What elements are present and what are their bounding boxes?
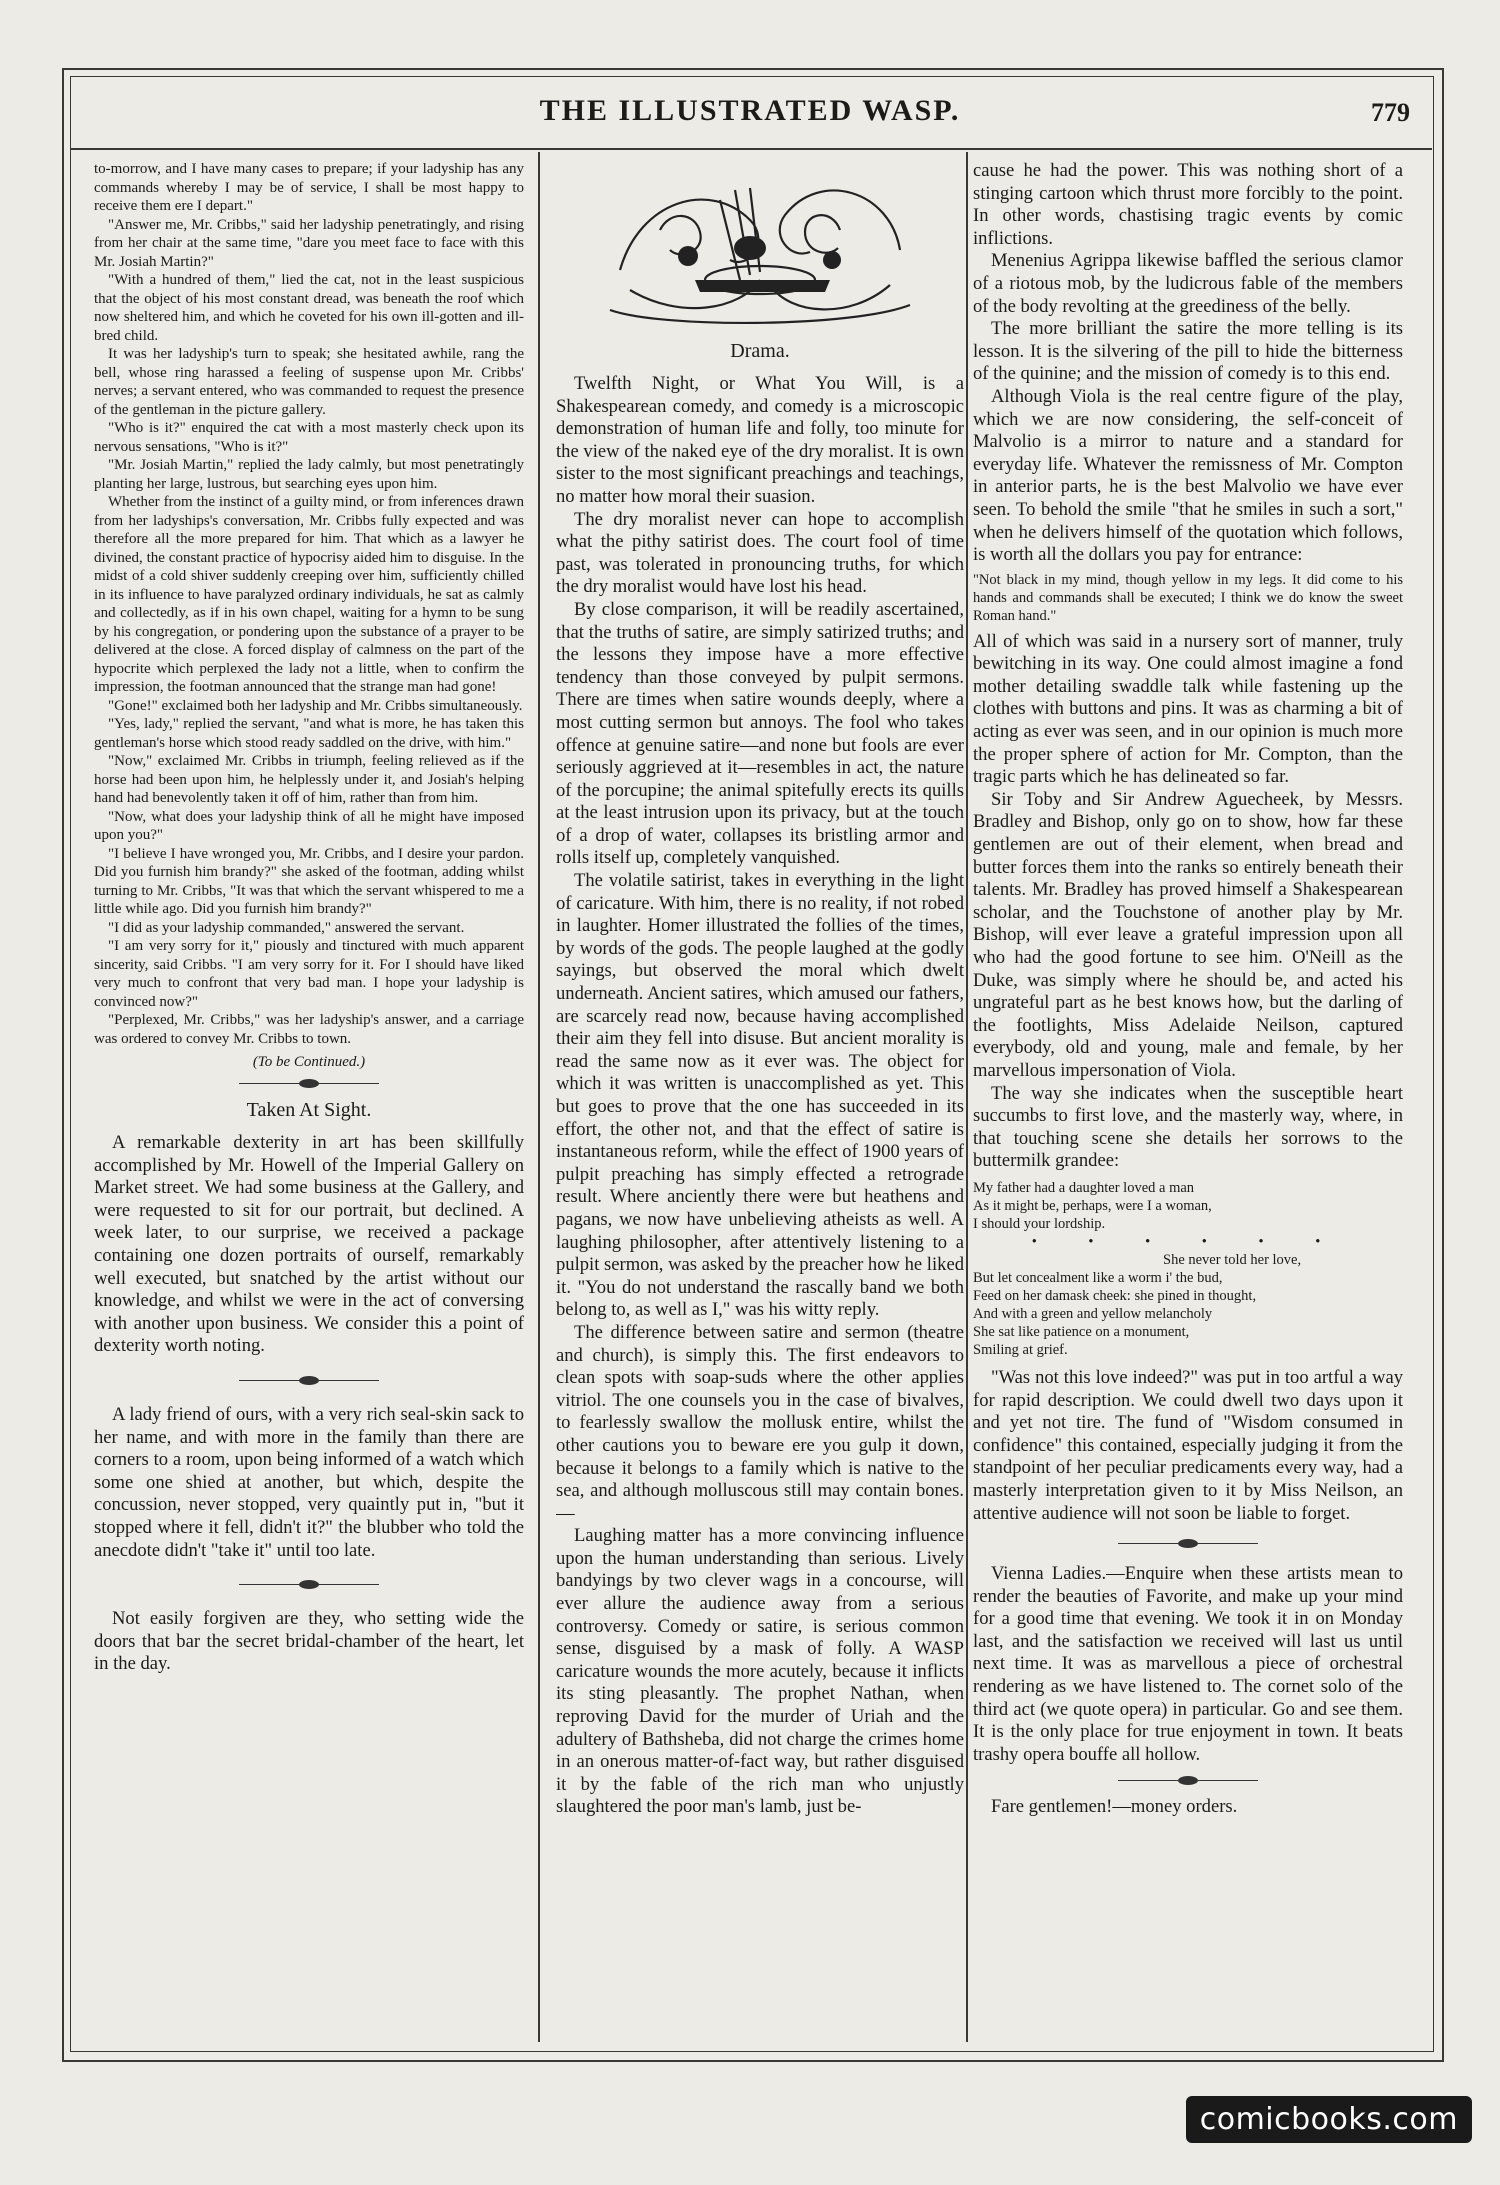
verse-line: My father had a daughter loved a man xyxy=(973,1179,1195,1196)
story-paragraph: "Who is it?" enquired the cat with a most masterly check upon its nervous sensations, "Who is it?" xyxy=(94,420,524,455)
story-paragraph: "I believe I have wronged you, Mr. Cribbs, and I desire your pardon. Did you furnish him brandy?" she asked of the footman, adding whilst turning to Mr. Cribbs, "It was that which the servant whispered to me a little while ago. Did you furnish him brandy?" xyxy=(94,845,524,917)
article-paragraph: Vienna Ladies.—Enquire when these artists mean to render the beauties of Favorite, and make up your mind for a good time that evening. We took it in on Monday last, and the satisfaction we received will last us until next time. It was as marvellous a piece of orchestral rendering as we have listened to. The cornet solo of the third act (we quote opera) in particular. Go and see them. It is the only place for true enjoyment in town. It beats trashy opera bouffe all hollow. xyxy=(973,1563,1403,1765)
story-paragraph: It was her ladyship's turn to speak; she hesitated awhile, rang the bell, whose ring harassed a feeling of suspense upon Mr. Cribbs' nerves; a servant entered, who was commanded to request the presence of the gentleman in the picture gallery. xyxy=(94,346,524,418)
header-rule xyxy=(70,148,1432,150)
article-paragraph: The dry moralist never can hope to accomplish what the pithy satirist does. The court fool of time past, was tolerated in pronouncing truths, for which the dry moralist would have lost his head. xyxy=(556,508,964,598)
article-paragraph: The volatile satirist, takes in everything in the light of caricature. With him, there is no reality, if not robed in laughter. Homer illustrated the follies of the times, by words of the gods. The people laughed at the godly sayings, but observed the moral which dwelt underneath. Ancient satires, which amused our fathers, are scarcely read now, because having accomplished their aim they fell into disuse. But ancient morality is read the same now as it ever was. The object for which it was written is unaccomplished as yet. This but goes to prove that the one has succeeded in its effort, the other not, and that the effect of satire is instantaneous reform, while the effect of 1900 years of pulpit preaching has simply effected a retrograde result. Where anciently there were but heathens and pagans, we now have unbelieving atheists as well. A laughing philosopher, after attentively listening to a pulpit sermon, was asked by the preacher how he liked it. "You do not understand the rascally band we both belong to, as well as I," was his witty reply. xyxy=(556,870,964,1321)
story-paragraph: "Yes, lady," replied the servant, "and what is more, he has taken this gentleman's horse which stood ready saddled on the drive, with him." xyxy=(94,716,524,751)
column-left xyxy=(94,160,524,2040)
column-rule xyxy=(966,152,968,2042)
story-paragraph: Whether from the instinct of a guilty mind, or from inferences drawn from her ladyships's conversation, Mr. Cribbs fully expected and was therefore all the more prepared for him. That which as a lawyer he divined, the constant practice of hypocrisy aided him to disguise. In the midst of a cold shiver suddenly creeping over him, sufficiently chilled in its influence to have paralyzed ordinary individuals, he sat as calmly and collectedly, as if in his own chapel, waiting for a hymn to be sung by his congregation, or pondering upon the substance of a prayer to be delivered at the close. A forced display of calmness on the part of the hypocrite which perplexed the lady not a little, when to confirm the impression, the footman announced that the strange man had gone! xyxy=(94,494,524,695)
verse-line: Feed on her damask cheek: she pined in thought, xyxy=(973,1287,1257,1304)
section-divider xyxy=(239,1578,379,1592)
site-watermark: comicbooks.com xyxy=(1186,2096,1472,2143)
verse-line: And with a green and yellow melancholy xyxy=(973,1305,1213,1322)
article-paragraph: By close comparison, it will be readily ascertained, that the truths of satire, are simply satirized truths; and the lessons they impose have a more effective tendency than those conveyed by pulpit sermons. There are times when satire wounds deeply, where a most cutting sermon but annoys. The fool who takes offence at genuine satire—and none but fools are ever seriously aggrieved at it—resembles in act, the nature of the porcupine; the animal spitefully erects its quills at the least intrusion upon its privacy, but at the touch of a drop of water, collapses its bristling armor and rolls itself up, completely vanquished. xyxy=(556,598,964,869)
article-watch-anecdote xyxy=(94,1404,524,1562)
masthead: THE ILLUSTRATED WASP. xyxy=(539,94,961,127)
article-drama-continued xyxy=(973,160,1403,567)
article-paragraph: Twelfth Night, or What You Will, is a Shakespearean comedy, and comedy is a microscopic demonstration of human life and folly, too minute for the view of the naked eye of the dry moralist. It is own sister to the most significant preachings and teachings, no matter how moral their suasion. xyxy=(556,373,964,507)
article-drama-continued xyxy=(973,1367,1403,1525)
malvolio-quote: "Not black in my mind, though yellow in my legs. It did come to his hands and commands shall be executed; I think we do know the sweet Roman hand." xyxy=(973,571,1403,624)
section-divider xyxy=(1118,1537,1258,1551)
story-paragraph: "Now, what does your ladyship think of all he might have imposed upon you?" xyxy=(94,808,524,843)
page-number: 779 xyxy=(1371,98,1410,127)
viola-verse xyxy=(973,1179,1403,1359)
column-right xyxy=(973,160,1403,2040)
section-divider xyxy=(239,1374,379,1388)
article-paragraph: Menenius Agrippa likewise baffled the serious clamor of a riotous mob, by the ludicrous fable of the members of the body revolting at the greediness of the belly. xyxy=(973,250,1403,317)
article-paragraph: "Was not this love indeed?" was put in too artful a way for rapid description. We could dwell two days upon it and yet not tire. The fund of "Wisdom consumed in confidence" this contained, especially judging it from the standpoint of her peculiar predicaments every way, had a masterly interpretation given to it by Miss Neilson, an attentive audience will not soon be liable to forget. xyxy=(973,1366,1403,1524)
verse-line: But let concealment like a worm i' the bud, xyxy=(973,1269,1223,1286)
article-paragraph: Although Viola is the real centre figure of the play, which we are now considering, the self-conceit of Malvolio is a mirror to nature and a standard for everyday life. Whatever the remissness of Mr. Compton in anterior parts, he is the best Malvolio we have ever seen. To behold the smile "that he smiles in such a sort," when he delivers himself of the quotation which follows, is worth all the dollars you pay for entrance: xyxy=(973,385,1403,566)
verse-ellipsis: • • • • • • xyxy=(1031,1233,1345,1250)
section-heading: Taken At Sight. xyxy=(246,1099,372,1121)
verse-line: She never told her love, xyxy=(1163,1251,1302,1268)
section-divider xyxy=(1118,1774,1258,1788)
article-paragraph: Fare gentlemen!—money orders. xyxy=(991,1796,1238,1818)
story-paragraph: "I did as your ladyship commanded," answered the servant. xyxy=(108,919,465,936)
story-paragraph: "I am very sorry for it," piously and tinctured with much apparent sincerity, said Cribbs. "I am very sorry for it. For I should have liked very much to confront that very bad man. I hope your ladyship is convinced now?" xyxy=(94,938,524,1010)
article-fare xyxy=(973,1796,1403,1819)
article-paragraph: Not easily forgiven are they, who setting wide the doors that bar the secret bridal-chamber of the heart, let in the day. xyxy=(94,1608,524,1675)
article-paragraph: All of which was said in a nursery sort of manner, truly bewitching in its way. One could almost imagine a fond mother detailing swaddle talk while fastening up the clothes with buttons and pins. It was as charming a bit of acting as ever was seen, and in our opinion is much more the proper sphere of action for Mr. Compton, than the tragic parts which he has delineated so far. xyxy=(973,630,1403,788)
verse-line: Smiling at grief. xyxy=(973,1341,1068,1358)
story-paragraph: "Answer me, Mr. Cribbs," said her ladyship penetratingly, and rising from her chair at the same time, "dare you meet face to face with this Mr. Josiah Martin?" xyxy=(94,216,524,270)
article-paragraph: cause he had the power. This was nothing short of a stinging cartoon which thrust more forcibly to the point. In other words, chastising tragic events by comic inflictions. xyxy=(973,160,1403,249)
article-drama-continued xyxy=(973,631,1403,1173)
to-be-continued: (To be Continued.) xyxy=(252,1054,366,1070)
story-paragraph: "Gone!" exclaimed both her ladyship and Mr. Cribbs simultaneously. xyxy=(108,697,523,714)
article-paragraph: A lady friend of ours, with a very rich seal-skin sack to her name, and with more in the family than there are corners to a room, upon being informed of a watch which some one shied at another, but which, despite the concussion, never stopped, very quaintly put in, "but it stopped where it fell, didn't it?" the blubber who told the anecdote didn't "take it" until too late. xyxy=(94,1403,524,1561)
section-divider xyxy=(239,1077,379,1091)
article-paragraph: Laughing matter has a more convincing influence upon the human understanding than serious. Lively bandyings by two clever wags in a concourse, will ever allure the audience away from a serious controversy. Comedy or satire, is serious common sense, disguised by a mask of folly. A WASP caricature wounds the more acutely, because it inflicts its sting pleasantly. The prophet Nathan, when reproving David for the murder of Uriah and the adultery of Bathsheba, did not charge the crimes home in an onerous matter-of-fact way, but rather disguised it by the fable of the rich man who unjustly slaughtered the poor man's lamb, just be- xyxy=(556,1525,964,1818)
story-paragraph: "Perplexed, Mr. Cribbs," was her ladyship's answer, and a carriage was ordered to convey Mr. Cribbs to town. xyxy=(94,1012,524,1047)
article-vienna-ladies xyxy=(973,1563,1403,1766)
column-middle xyxy=(556,160,964,2040)
article-paragraph: The difference between satire and sermon (theatre and church), is simply this. The first endeavors to clean spots with soap-suds where the other applies vitriol. The one counsels you in the case of bivalves, to fearlessly swallow the mollusk entire, whilst the other cautions you to beware ere you gulp it down, because it belongs to a family which is native to the sea, and although molluscous still may contain bones.— xyxy=(556,1321,964,1524)
verse-line: I should your lordship. xyxy=(973,1215,1106,1232)
article-drama xyxy=(556,373,964,1819)
column-rule xyxy=(538,152,540,2042)
article-taken-at-sight xyxy=(94,1132,524,1358)
story-paragraph: "With a hundred of them," lied the cat, not in the least suspicious that the object of his most constant dread, was beneath the roof which now sheltered him, and which he coveted for his own ill-gotten and ill-bred child. xyxy=(94,272,524,344)
article-paragraph: A remarkable dexterity in art has been skillfully accomplished by Mr. Howell of the Imperial Gallery on Market street. We had some business at the Gallery, and were requested to sit for our portrait, but declined. A week later, to our surprise, we received a package containing one dozen portraits of ourself, remarkably well executed, but snatched by the artist without our knowledge, and whilst we were in the act of conversing with another upon business. We consider this a point of dexterity worth noting. xyxy=(94,1132,524,1357)
verse-line: As it might be, perhaps, were I a woman, xyxy=(973,1197,1212,1214)
section-heading: Drama. xyxy=(730,340,790,362)
serial-story xyxy=(94,160,524,1048)
story-paragraph: to-morrow, and I have many cases to prepare; if your ladyship has any commands whereby I may be of service, I shall be most happy to receive them ere I depart." xyxy=(94,161,524,214)
article-paragraph: The more brilliant the satire the more telling is its lesson. It is the silvering of the pill to hide the bitterness of the quinine; and the mission of comedy is to this end. xyxy=(973,318,1403,385)
article-paragraph: The way she indicates when the susceptible heart succumbs to first love, and the masterly way, where, in that touching scene she details her sorrows to the buttermilk grandee: xyxy=(973,1082,1403,1172)
story-paragraph: "Now," exclaimed Mr. Cribbs in triumph, feeling relieved as if the horse had been upon him, he helplessly under it, and Josiah's helping hand had benevolently taken it off of him, rather than from him. xyxy=(94,753,524,806)
drama-ornament-illustration xyxy=(600,160,920,332)
article-paragraph: Sir Toby and Sir Andrew Aguecheek, by Messrs. Bradley and Bishop, only go on to show, how far these gentlemen are out of their element, when bread and butter forces them into the ranks so entirely beneath their talents. Mr. Bradley has proved himself a Shakespearean scholar, and the Touchstone of another play by Mr. Bishop, will ever leave a grateful impression upon all who had the good fortune to see him. O'Neill as the Duke, was simply where he should be, and acted his ungrateful part as he best knows how, but the darling of the footlights, Miss Adelaide Neilson, captured everybody, old and young, male and female, by her marvellous impersonation of Viola. xyxy=(973,788,1403,1081)
verse-line: She sat like patience on a monument, xyxy=(973,1323,1190,1340)
article-forgiven xyxy=(94,1608,524,1676)
story-paragraph: "Mr. Josiah Martin," replied the lady calmly, but most penetratingly planting her large, lustrous, but searching eyes upon him. xyxy=(94,457,524,492)
